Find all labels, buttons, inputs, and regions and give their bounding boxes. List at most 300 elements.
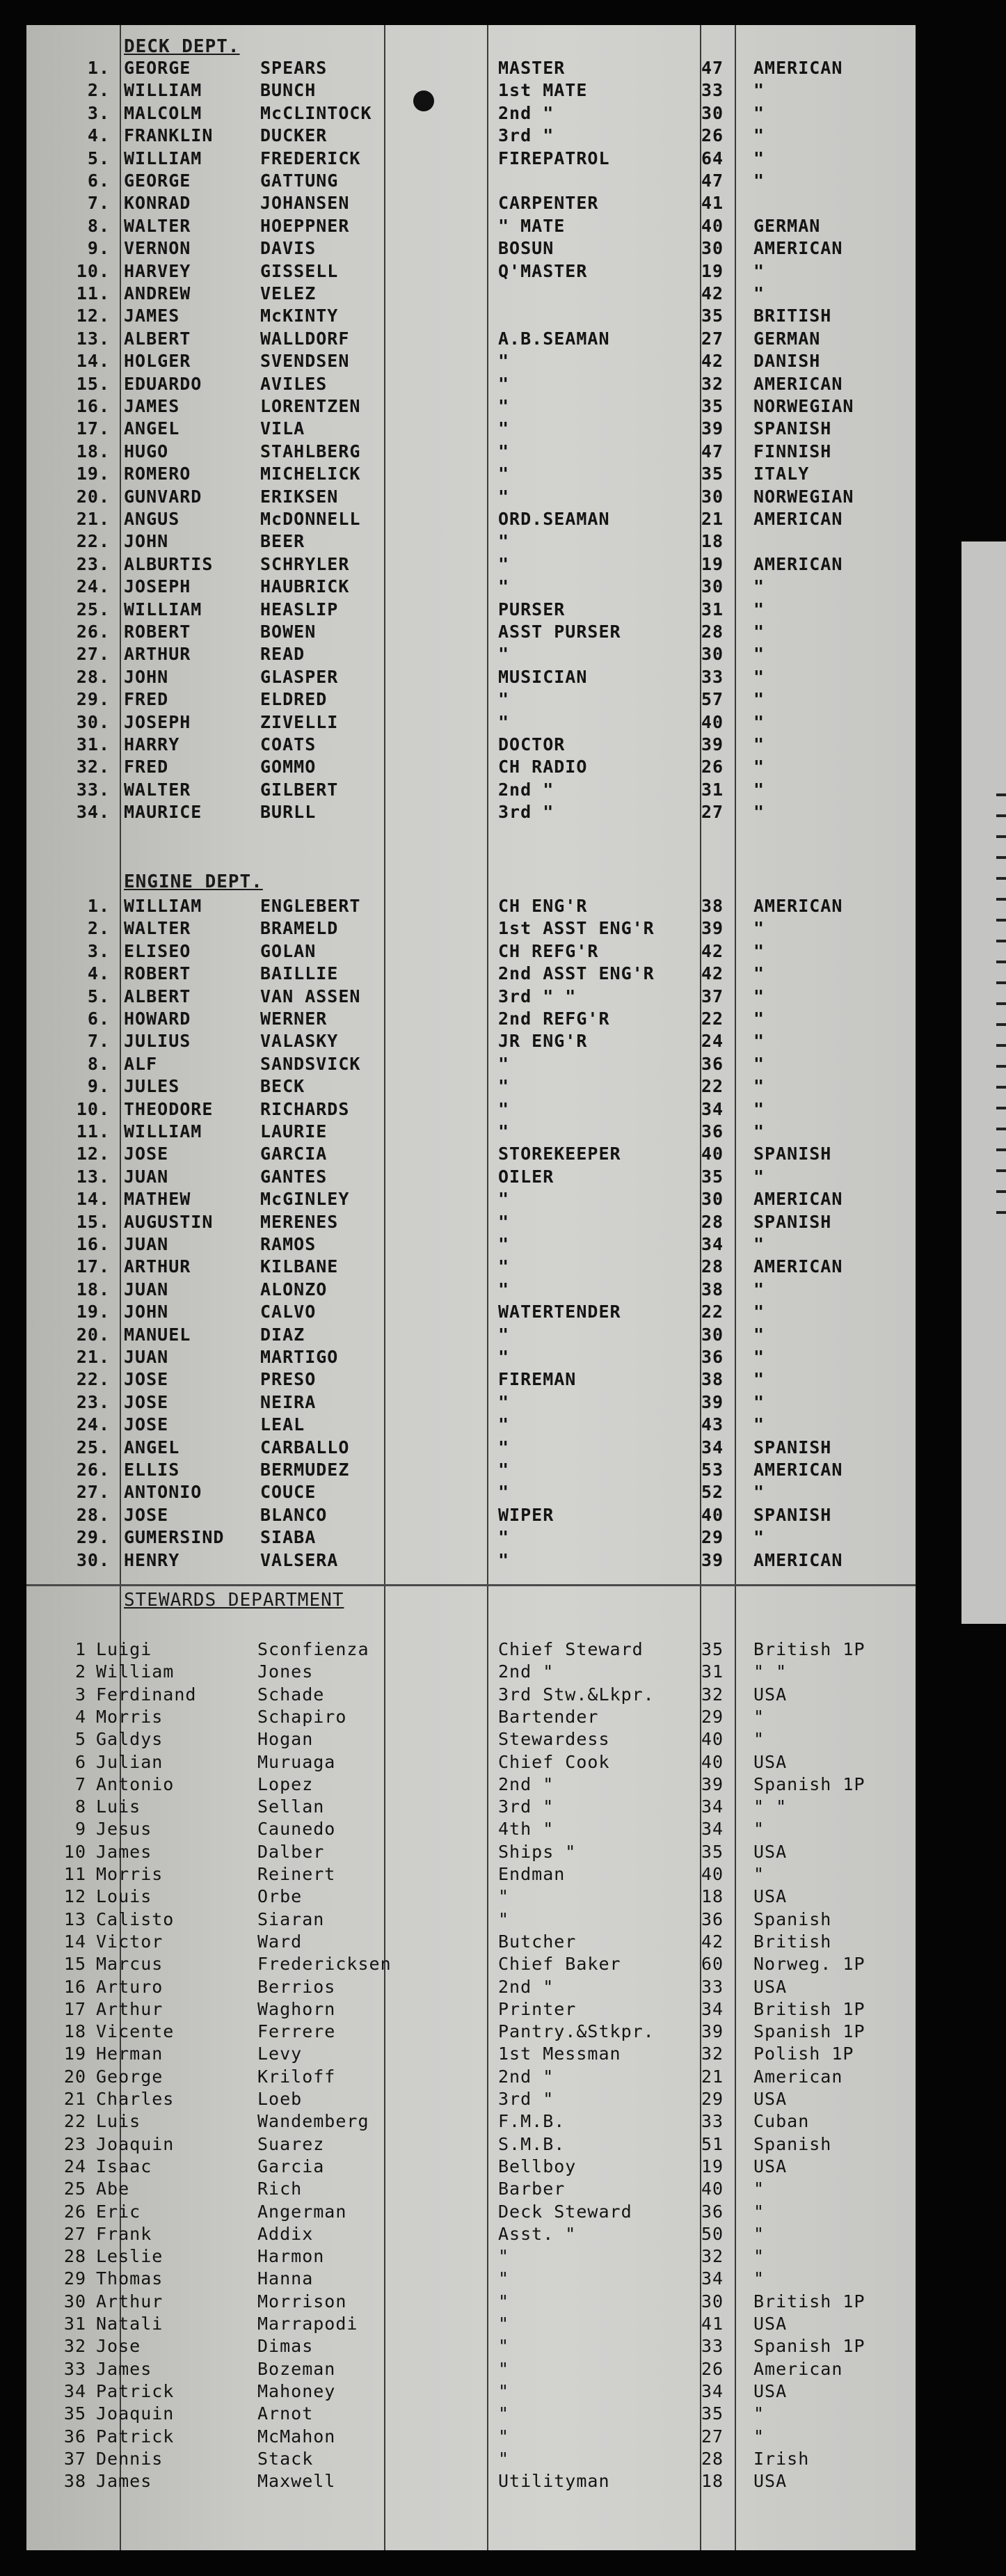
first-name: HARRY	[124, 734, 180, 754]
row-number: 18.	[76, 1279, 110, 1299]
row-number: 22.	[76, 531, 110, 552]
last-name: Siaran	[257, 1909, 325, 1929]
first-name: WILLIAM	[124, 80, 202, 101]
nationality: "	[753, 2268, 765, 2289]
crew-row	[26, 215, 916, 237]
position: A.B.SEAMAN	[498, 328, 610, 349]
age: 34	[701, 1437, 724, 1457]
position: "	[498, 373, 510, 394]
age: 28	[701, 1211, 724, 1232]
last-name: Fredericksen	[257, 1954, 392, 1975]
row-number: 2.	[87, 80, 110, 101]
nationality: AMERICAN	[753, 58, 843, 78]
crew-row	[26, 2470, 916, 2492]
crew-list-sheet	[26, 25, 916, 2550]
first-name: ANGEL	[124, 418, 180, 439]
age: 41	[701, 2314, 724, 2334]
last-name: SVENDSEN	[260, 351, 350, 372]
first-name: Arthur	[96, 2291, 163, 2312]
crew-row	[26, 1706, 916, 1728]
position: Pantry.&Stkpr.	[498, 2021, 655, 2042]
position: OILER	[498, 1166, 554, 1187]
age: 36	[701, 1347, 724, 1367]
row-number: 2.	[87, 918, 110, 939]
nationality: AMERICAN	[753, 553, 843, 574]
crew-row	[26, 2335, 916, 2357]
first-name: Morris	[96, 1706, 163, 1727]
crew-row	[26, 756, 916, 778]
position: Chief Cook	[498, 1751, 610, 1772]
first-name: James	[96, 1841, 152, 1862]
nationality: USA	[753, 1886, 788, 1907]
crew-row	[26, 2021, 916, 2043]
position: "	[498, 2336, 510, 2357]
crew-row	[26, 2178, 916, 2200]
position: WIPER	[498, 1504, 554, 1525]
position: "	[498, 1211, 510, 1232]
nationality: GERMAN	[753, 328, 821, 349]
nationality: " "	[753, 1796, 788, 1817]
nationality: USA	[753, 2156, 788, 2176]
row-number: 23.	[76, 553, 110, 574]
row-number: 7.	[87, 193, 110, 214]
nationality: Polish 1P	[753, 2044, 854, 2064]
position: "	[498, 1324, 510, 1345]
age: 35	[701, 464, 724, 484]
nationality: "	[753, 986, 765, 1006]
nationality: USA	[753, 1976, 788, 1997]
nationality: "	[753, 918, 765, 939]
row-number: 29.	[76, 1527, 110, 1548]
position: "	[498, 2380, 510, 2401]
last-name: Caunedo	[257, 1819, 336, 1840]
nationality: AMERICAN	[753, 1189, 843, 1210]
last-name: Dimas	[257, 2336, 314, 2357]
position: "	[498, 531, 510, 552]
crew-row	[26, 2291, 916, 2313]
nationality: Irish	[753, 2448, 810, 2469]
position: "	[498, 1391, 510, 1412]
position: " MATE	[498, 215, 566, 236]
row-number: 6	[74, 1751, 86, 1772]
age: 27	[701, 2426, 724, 2447]
crew-row	[26, 1143, 916, 1165]
last-name: Stack	[257, 2448, 314, 2469]
first-name: JUAN	[124, 1347, 169, 1367]
last-name: Berrios	[257, 1976, 336, 1997]
nationality: "	[753, 1076, 765, 1097]
row-number: 6.	[87, 1009, 110, 1029]
first-name: JUAN	[124, 1279, 169, 1299]
crew-row	[26, 350, 916, 372]
first-name: AUGUSTIN	[124, 1211, 214, 1232]
first-name: Leslie	[96, 2246, 163, 2267]
crew-row	[26, 940, 916, 963]
crew-row	[26, 2066, 916, 2088]
first-name: Herman	[96, 2044, 163, 2064]
nationality: "	[753, 1098, 765, 1119]
row-number: 34.	[76, 802, 110, 823]
crew-row	[26, 1976, 916, 1998]
age: 34	[701, 1098, 724, 1119]
position: 2nd REFG'R	[498, 1009, 610, 1029]
last-name: HOEPPNER	[260, 215, 350, 236]
age: 32	[701, 373, 724, 394]
nationality: USA	[753, 1841, 788, 1862]
last-name: Waghorn	[257, 1998, 336, 2019]
last-name: SANDSVICK	[260, 1053, 361, 1074]
crew-row	[26, 283, 916, 305]
nationality: AMERICAN	[753, 373, 843, 394]
position: 2nd "	[498, 1773, 554, 1794]
row-number: 8	[74, 1796, 86, 1817]
crew-row	[26, 1008, 916, 1030]
position: ASST PURSER	[498, 622, 621, 642]
crew-row	[26, 553, 916, 576]
age: 42	[701, 1931, 724, 1952]
age: 33	[701, 80, 724, 101]
age: 40	[701, 215, 724, 236]
age: 31	[701, 779, 724, 800]
age: 47	[701, 441, 724, 461]
row-number: 16.	[76, 396, 110, 416]
first-name: JOSE	[124, 1391, 169, 1412]
position: 3rd " "	[498, 986, 577, 1006]
position: "	[498, 1886, 510, 1907]
position: "	[498, 576, 510, 597]
crew-row	[26, 148, 916, 170]
row-number: 12.	[76, 1144, 110, 1164]
last-name: MERENES	[260, 1211, 339, 1232]
row-number: 30	[63, 2291, 86, 2312]
first-name: George	[96, 2066, 163, 2087]
row-number: 19.	[76, 1302, 110, 1322]
age: 35	[701, 396, 724, 416]
engine-dept-header: ENGINE DEPT.	[124, 871, 263, 892]
crew-row	[26, 373, 916, 395]
age: 26	[701, 2358, 724, 2379]
position: "	[498, 1256, 510, 1277]
first-name: Arturo	[96, 1976, 163, 1997]
first-name: JOSE	[124, 1414, 169, 1435]
nationality: "	[753, 2201, 765, 2222]
row-number: 13.	[76, 1166, 110, 1187]
row-number: 11.	[76, 1121, 110, 1141]
last-name: MICHELICK	[260, 464, 361, 484]
nationality: "	[753, 1324, 765, 1345]
first-name: FRED	[124, 689, 169, 710]
nationality: "	[753, 779, 765, 800]
last-name: McCLINTOCK	[260, 102, 372, 123]
age: 19	[701, 2156, 724, 2176]
age: 51	[701, 2133, 724, 2154]
age: 29	[701, 1706, 724, 1727]
crew-row	[26, 463, 916, 485]
nationality: "	[753, 1819, 765, 1840]
first-name: Abe	[96, 2179, 130, 2199]
last-name: Morrison	[257, 2291, 347, 2312]
position: "	[498, 486, 510, 507]
row-number: 14.	[76, 351, 110, 372]
age: 53	[701, 1460, 724, 1480]
first-name: ELISEO	[124, 940, 191, 961]
age: 34	[701, 1796, 724, 1817]
row-number: 31.	[76, 734, 110, 754]
position: "	[498, 1460, 510, 1480]
crew-row	[26, 2245, 916, 2268]
age: 38	[701, 1279, 724, 1299]
nationality: American	[753, 2358, 843, 2379]
position: "	[498, 351, 510, 372]
last-name: JOHANSEN	[260, 193, 350, 214]
nationality: SPANISH	[753, 1211, 832, 1232]
crew-row	[26, 1751, 916, 1773]
first-name: THEODORE	[124, 1098, 214, 1119]
row-number: 10.	[76, 1098, 110, 1119]
nationality: "	[753, 711, 765, 732]
position: Printer	[498, 1998, 577, 2019]
nationality: "	[753, 1053, 765, 1074]
age: 30	[701, 486, 724, 507]
first-name: JOHN	[124, 666, 169, 687]
last-name: BUNCH	[260, 80, 317, 101]
last-name: BAILLIE	[260, 963, 339, 984]
row-number: 20.	[76, 486, 110, 507]
age: 39	[701, 1549, 724, 1570]
nationality: USA	[753, 2380, 788, 2401]
first-name: ELLIS	[124, 1460, 180, 1480]
age: 42	[701, 963, 724, 984]
row-number: 10	[63, 1841, 86, 1862]
age: 33	[701, 2336, 724, 2357]
position: Chief Steward	[498, 1639, 644, 1659]
nationality: "	[753, 1279, 765, 1299]
position: ORD.SEAMAN	[498, 509, 610, 529]
nationality: "	[753, 1729, 765, 1750]
age: 52	[701, 1482, 724, 1503]
first-name: Frank	[96, 2223, 152, 2244]
position: Endman	[498, 1864, 566, 1884]
row-number: 3	[74, 1684, 86, 1705]
position: 3rd "	[498, 802, 554, 823]
crew-row	[26, 1863, 916, 1886]
row-number: 27	[63, 2223, 86, 2244]
crew-row	[26, 779, 916, 801]
first-name: ROBERT	[124, 622, 191, 642]
crew-row	[26, 2268, 916, 2290]
nationality: " "	[753, 1661, 788, 1682]
last-name: Orbe	[257, 1886, 303, 1907]
first-name: ARTHUR	[124, 644, 191, 665]
crew-row	[26, 1504, 916, 1526]
row-number: 14.	[76, 1189, 110, 1210]
first-name: ALBERT	[124, 986, 191, 1006]
nationality: AMERICAN	[753, 1460, 843, 1480]
position: Q'MASTER	[498, 260, 588, 281]
age: 40	[701, 711, 724, 732]
row-number: 24	[63, 2156, 86, 2176]
first-name: JAMES	[124, 306, 180, 326]
row-number: 31	[63, 2314, 86, 2334]
position: CARPENTER	[498, 193, 599, 214]
age: 24	[701, 1031, 724, 1052]
crew-row	[26, 1346, 916, 1368]
last-name: Maxwell	[257, 2471, 336, 2492]
age: 26	[701, 757, 724, 777]
position: "	[498, 2403, 510, 2424]
crew-row	[26, 963, 916, 985]
row-number: 34	[63, 2380, 86, 2401]
first-name: Natali	[96, 2314, 163, 2334]
first-name: WILLIAM	[124, 599, 202, 619]
position: "	[498, 1098, 510, 1119]
position: "	[498, 396, 510, 416]
crew-row	[26, 917, 916, 940]
last-name: HAUBRICK	[260, 576, 350, 597]
position: "	[498, 418, 510, 439]
age: 28	[701, 2448, 724, 2469]
row-number: 33	[63, 2358, 86, 2379]
age: 19	[701, 553, 724, 574]
last-name: ALONZO	[260, 1279, 328, 1299]
nationality: AMERICAN	[753, 1549, 843, 1570]
crew-row	[26, 441, 916, 463]
last-name: GARCIA	[260, 1144, 328, 1164]
last-name: KILBANE	[260, 1256, 339, 1277]
last-name: Ward	[257, 1931, 303, 1952]
nationality: DANISH	[753, 351, 821, 372]
crew-row	[26, 2133, 916, 2156]
nationality: "	[753, 734, 765, 754]
last-name: COUCE	[260, 1482, 317, 1503]
crew-row	[26, 2110, 916, 2133]
nationality: "	[753, 576, 765, 597]
last-name: GOMMO	[260, 757, 317, 777]
first-name: FRANKLIN	[124, 125, 214, 146]
last-name: SIABA	[260, 1527, 317, 1548]
last-name: DAVIS	[260, 238, 317, 259]
row-number: 21.	[76, 1347, 110, 1367]
row-number: 13	[63, 1909, 86, 1929]
nationality: "	[753, 644, 765, 665]
position: BOSUN	[498, 238, 554, 259]
age: 30	[701, 644, 724, 665]
crew-row	[26, 1414, 916, 1436]
first-name: Galdys	[96, 1729, 163, 1750]
age: 34	[701, 2380, 724, 2401]
first-name: ARTHUR	[124, 1256, 191, 1277]
row-number: 25	[63, 2179, 86, 2199]
first-name: HUGO	[124, 441, 169, 461]
row-number: 29	[63, 2268, 86, 2289]
position: Chief Baker	[498, 1954, 621, 1975]
first-name: MAURICE	[124, 802, 202, 823]
crew-row	[26, 170, 916, 192]
first-name: Jose	[96, 2336, 141, 2357]
crew-row	[26, 711, 916, 734]
last-name: Rich	[257, 2179, 303, 2199]
row-number: 19.	[76, 464, 110, 484]
nationality: SPANISH	[753, 418, 832, 439]
age: 35	[701, 1841, 724, 1862]
first-name: Joaquin	[96, 2133, 175, 2154]
crew-row	[26, 1684, 916, 1706]
position: "	[498, 1527, 510, 1548]
nationality: British 1P	[753, 1639, 865, 1659]
position: Bellboy	[498, 2156, 577, 2176]
row-number: 20	[63, 2066, 86, 2087]
first-name: Marcus	[96, 1954, 163, 1975]
crew-row	[26, 599, 916, 621]
last-name: CARBALLO	[260, 1437, 350, 1457]
crew-row	[26, 1526, 916, 1549]
last-name: Levy	[257, 2044, 303, 2064]
last-name: McMahon	[257, 2426, 336, 2447]
nationality: "	[753, 1414, 765, 1435]
last-name: BRAMELD	[260, 918, 339, 939]
nationality: Spanish 1P	[753, 1773, 865, 1794]
position: Bartender	[498, 1706, 599, 1727]
first-name: HOWARD	[124, 1009, 191, 1029]
position: "	[498, 1549, 510, 1570]
position: MASTER	[498, 58, 566, 78]
age: 30	[701, 576, 724, 597]
age: 36	[701, 2201, 724, 2222]
row-number: 37	[63, 2448, 86, 2469]
position: "	[498, 1076, 510, 1097]
row-number: 16	[63, 1976, 86, 1997]
row-number: 18.	[76, 441, 110, 461]
nationality: "	[753, 102, 765, 123]
first-name: ALBURTIS	[124, 553, 214, 574]
last-name: SPEARS	[260, 58, 328, 78]
position: "	[498, 644, 510, 665]
crew-row	[26, 79, 916, 102]
row-number: 5.	[87, 148, 110, 168]
row-number: 19	[63, 2044, 86, 2064]
crew-row	[26, 1030, 916, 1052]
crew-row	[26, 1368, 916, 1391]
last-name: BURLL	[260, 802, 317, 823]
position: Ships "	[498, 1841, 577, 1862]
nationality: "	[753, 1706, 765, 1727]
crew-row	[26, 305, 916, 327]
last-name: BLANCO	[260, 1504, 328, 1525]
first-name: Jesus	[96, 1819, 152, 1840]
last-name: FREDERICK	[260, 148, 361, 168]
age: 30	[701, 1324, 724, 1345]
position: Butcher	[498, 1931, 577, 1952]
nationality: ITALY	[753, 464, 810, 484]
position: CH ENG'R	[498, 896, 588, 916]
row-number: 17.	[76, 418, 110, 439]
age: 40	[701, 2179, 724, 2199]
row-number: 3.	[87, 940, 110, 961]
first-name: KONRAD	[124, 193, 191, 214]
crew-row	[26, 2088, 916, 2110]
nationality: "	[753, 622, 765, 642]
row-number: 21	[63, 2089, 86, 2109]
age: 41	[701, 193, 724, 214]
position: FIREMAN	[498, 1369, 577, 1390]
crew-row	[26, 1437, 916, 1459]
position: DOCTOR	[498, 734, 566, 754]
first-name: Arthur	[96, 1998, 163, 2019]
position: "	[498, 441, 510, 461]
last-name: ENGLEBERT	[260, 896, 361, 916]
nationality: Norweg. 1P	[753, 1954, 865, 1975]
first-name: ALBERT	[124, 328, 191, 349]
